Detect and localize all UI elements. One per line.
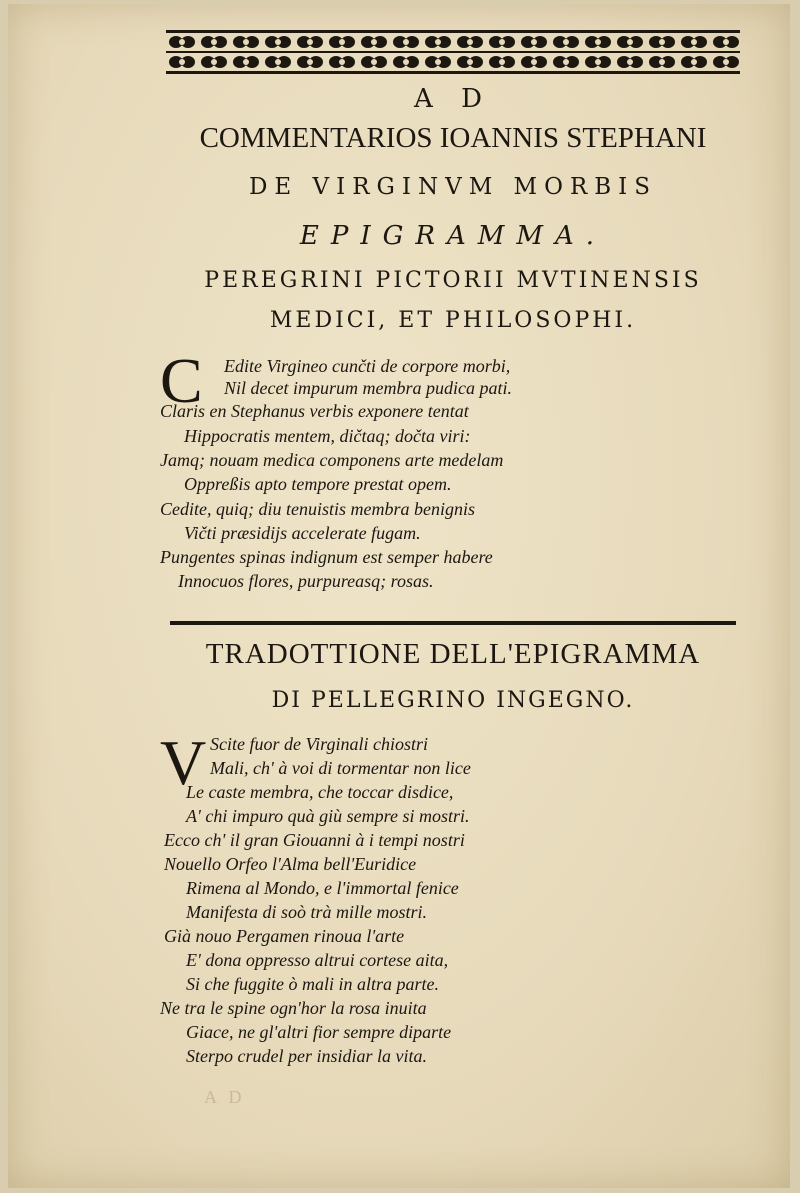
author-line: PEREGRINI PICTORII MVTINENSIS [204,268,702,293]
author-profession: MEDICI, ET PHILOSOPHI. [269,308,637,333]
verse-line: Ecco ch' il gran Giouanni à i tempi nostri [164,830,465,850]
subtitle: DE VIRGINVM MORBIS [248,174,658,200]
verse-line: Pungentes spinas indignum est semper habere [160,547,493,567]
page-title: COMMENTARIOS IOANNIS STEPHANI [199,122,707,154]
verse-line: Hippocratis mentem, dičtaq; dočta viri: [184,426,471,446]
verse-line: Ne tra le spine ogn'hor la rosa inuita [160,998,427,1018]
verse-line: Cedite, quiq; diu tenuistis membra benignis [160,499,475,519]
verse-line: Manifesta di soò trà mille mostri. [186,902,428,922]
verse-line: Giace, ne gl'altri fior sempre diparte [186,1022,452,1042]
verse-line: Sterpo crudel per insidiar la vita. [186,1046,427,1066]
latin-dropcap: C [160,345,203,416]
verse-line: Mali, ch' à voi di tormentar non lice [210,758,471,778]
book-page [8,4,790,1188]
verse-line: Rimena al Mondo, e l'immortal fenice [186,878,459,898]
verse-line: E' dona oppresso altrui cortese aita, [186,950,449,970]
verse-line: Jamq; nouam medica componens arte medelam [160,450,504,470]
verse-line: A' chi impuro quà giù sempre si mostri. [186,806,470,826]
verse-line: Scite fuor de Virginali chiostri [210,734,428,754]
verse-line: Si che fuggite ò mali in altra parte. [186,974,439,994]
verse-line: Nil decet impurum membra pudica pati. [224,378,512,398]
verse-line: Vičti præsidijs accelerate fugam. [184,523,421,543]
ad-heading: A D [414,84,492,114]
translation-dropcap: V [160,727,207,798]
translation-title: TRADOTTIONE DELL'EPIGRAMMA [205,638,701,670]
verse-line: Oppreßis apto tempore prestat opem. [184,474,452,494]
verse-line: Già nouo Pergamen rinoua l'arte [164,926,405,946]
epigramma-heading: EPIGRAMMA. [299,221,607,251]
verse-line: Edite Virgineo cunčti de corpore morbi, [224,356,511,376]
verse-line: Innocuos flores, purpureasq; rosas. [178,571,434,591]
verse-line: Nouello Orfeo l'Alma bell'Euridice [164,854,417,874]
translation-subtitle: DI PELLEGRINO INGEGNO. [271,688,635,713]
section-divider [170,621,736,625]
verse-line: Claris en Stephanus verbis exponere tentat [160,401,469,421]
decorative-border-icon [166,28,740,76]
verse-line: Le caste membra, che toccar disdice, [186,782,454,802]
catchword: A D [204,1087,246,1107]
